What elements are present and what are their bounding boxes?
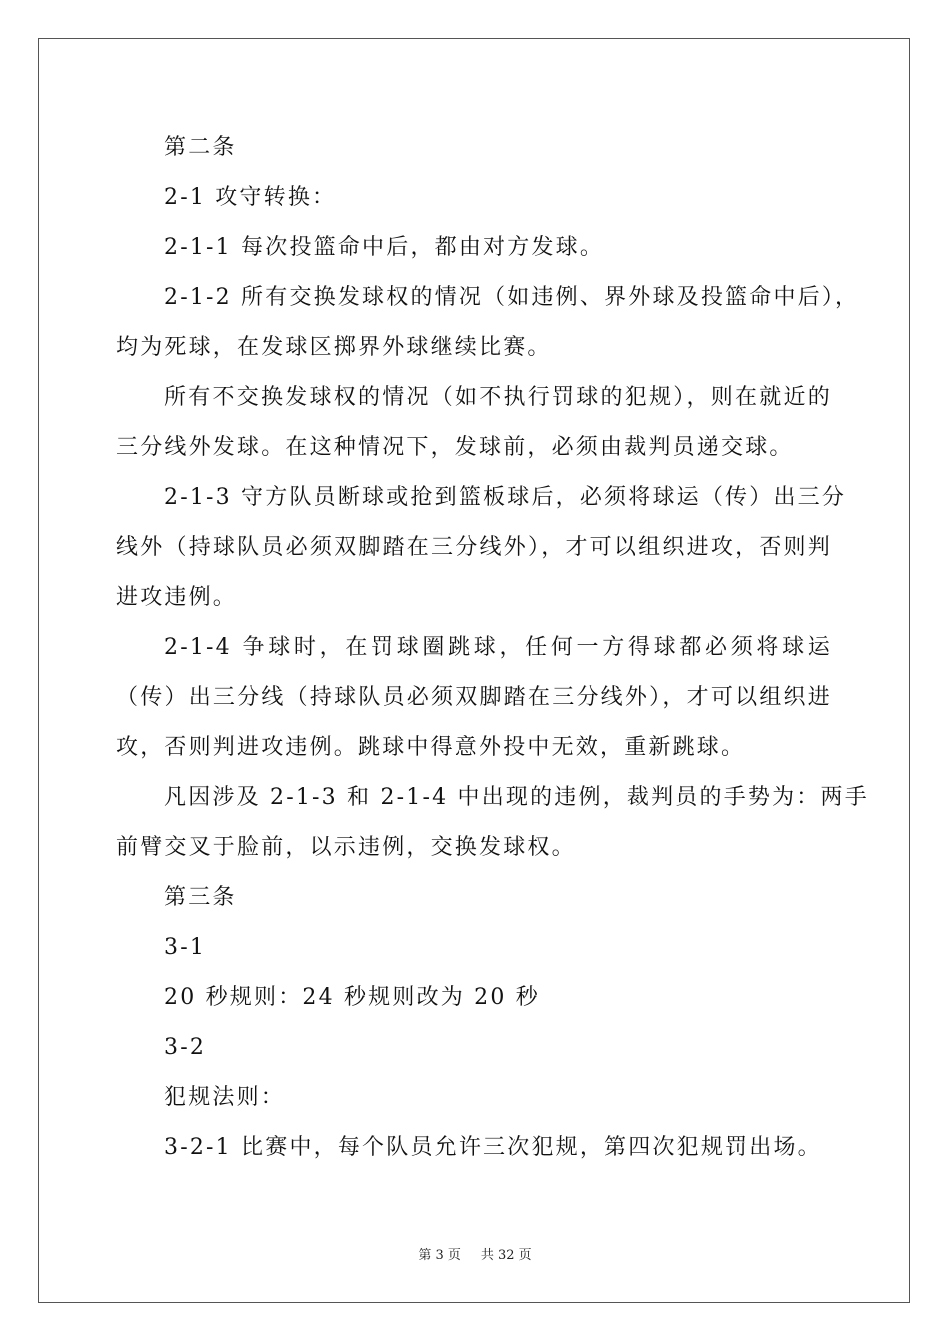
section-number-3-1: 3-1 (164, 935, 207, 960)
page-footer (0, 1247, 950, 1265)
heading-article-3: 第三条 (164, 885, 237, 910)
page-border (38, 38, 910, 1303)
clause-2-1-2-line-2: 均为死球，在发球区掷界外球继续比赛。 (116, 335, 552, 360)
clause-2-1-4-line-1: 2-1-4 争球时，在罚球圈跳球，任何一方得球都必须将球运 (164, 635, 832, 660)
section-number-3-2: 3-2 (164, 1035, 207, 1060)
clause-2-1-2-line-1: 2-1-2 所有交换发球权的情况（如违例、界外球及投篮命中后）， (164, 285, 860, 310)
paragraph-gesture-line-1: 凡因涉及 2-1-3 和 2-1-4 中出现的违例，裁判员的手势为：两手 (164, 785, 869, 810)
clause-2-1-1: 2-1-1 每次投篮命中后，都由对方发球。 (164, 235, 605, 260)
rule-20-seconds: 20 秒规则：24 秒规则改为 20 秒 (164, 985, 540, 1010)
section-title-2-1: 2-1 攻守转换： (164, 185, 337, 210)
paragraph-no-exchange-line-1: 所有不交换发球权的情况（如不执行罚球的犯规），则在就近的 (164, 385, 832, 410)
page-total: 共 32 页 (480, 1248, 532, 1263)
clause-2-1-4-line-3: 攻，否则判进攻违例。跳球中得意外投中无效，重新跳球。 (116, 735, 746, 760)
clause-2-1-4-line-2: （传）出三分线（持球队员必须双脚踏在三分线外），才可以组织进 (116, 685, 832, 710)
clause-2-1-3-line-2: 线外（持球队员必须双脚踏在三分线外），才可以组织进攻，否则判 (116, 535, 832, 560)
paragraph-gesture-line-2: 前臂交叉于脸前，以示违例，交换发球权。 (116, 835, 576, 860)
heading-article-2: 第二条 (164, 135, 237, 160)
paragraph-no-exchange-line-2: 三分线外发球。在这种情况下，发球前，必须由裁判员递交球。 (116, 435, 794, 460)
page-number: 第 3 页 (418, 1248, 461, 1263)
clause-3-2-1: 3-2-1 比赛中，每个队员允许三次犯规，第四次犯规罚出场。 (164, 1135, 822, 1160)
clause-2-1-3-line-1: 2-1-3 守方队员断球或抢到篮板球后，必须将球运（传）出三分 (164, 485, 847, 510)
clause-2-1-3-line-3: 进攻违例。 (116, 585, 238, 610)
foul-rules-title: 犯规法则： (164, 1085, 286, 1110)
